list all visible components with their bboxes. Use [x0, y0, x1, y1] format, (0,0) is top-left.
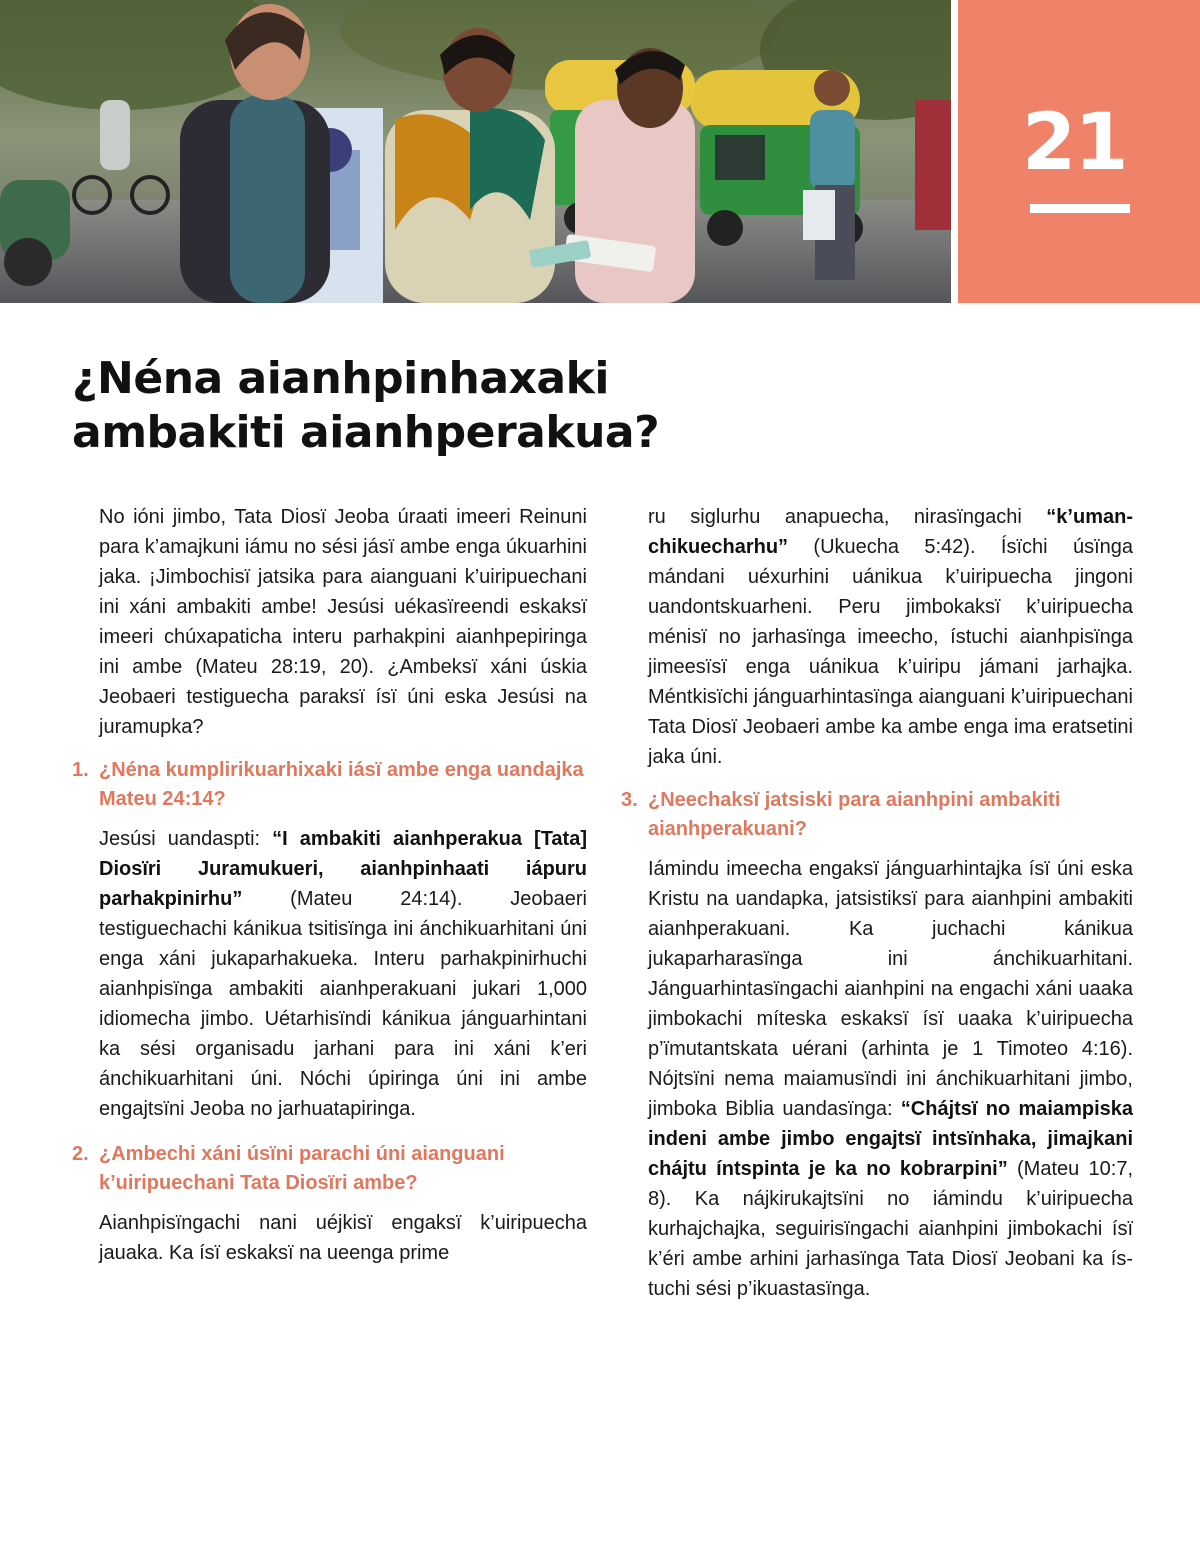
question-3 [621, 786, 1133, 844]
question-3-number: 3. [621, 789, 638, 811]
lesson-title-line-2: ambakiti aianhperakua? [72, 407, 660, 458]
chapter-underline [1030, 204, 1130, 213]
question-2-number: 2. [72, 1143, 89, 1165]
answer-1-paragraph: Jesúsi uandaspti: “I ambakiti aianhperakua [Tata] Diosïri Juramukueri, aianhpinhaati iápuru parhakpinirhu” (Mateu 24:14). Jeobaeri testiguechachi kánikua tsitisïnga ini ánchikuarhitani úni enga xáni jukaparhakueka. Interu parhakpinirhuchi aianhpisïnga ambakiti aianhperakuani jukari 1,000 idiomecha jimbo. Uétarhisïndi kánikua jánguarhintani ka sési organisadu jarhani para ini xáni k’eri ánchikuarhitani úni. Nóchi úpiringa úni ini ambe engajtsïni Jeoba no jarhuatapiringa. [99, 828, 587, 1120]
question-2-text: ¿Ambechi xáni úsïni parachi úni aianguani k’uiripuechani Tata Diosïri ambe? [99, 1143, 505, 1194]
answer-2-quote: “k’umanchikuecharhu” [648, 506, 1133, 558]
answer-3-quote: “Chájtsï no maiampiska indeni ambe jimbo engajtsï intsïnhaka, jimajkani chájtu íntspinta je ka no kobrarpini” [648, 1098, 1133, 1180]
answer-1-quote: “I ambakiti aianhperakua [Tata] Diosïri Juramukueri, aianhpinhaati iápuru parhakpinirhu” [99, 828, 587, 910]
question-3-text: ¿Neechaksï jatsiski para aianhpini ambakiti aianhperakuani? [648, 789, 1061, 840]
right-column [621, 502, 1133, 1304]
answer-2-paragraph-start [72, 1208, 587, 1268]
chapter-number: 21 [1022, 98, 1127, 188]
lesson-title-line-1: ¿Néna aianhpinhaxaki [72, 353, 609, 404]
intro-paragraph: No ióni jimbo, Tata Diosï Jeoba úraati imeeri Reinuni para k’amajkuni iámu no sési jásï ambe enga úkuarhini jaka. ¡Jimbochisï jatsika para aianguani k’uiripuechani ini xáni ambakiti ambe! Jesúsi uékasïreendi eskaksï imeeri chúxapaticha interu parhakpini aianhpepiringa ini ambe (Mateu 28:19, 20). ¿Ambeksï xáni úskia Jeobaeri testiguecha paraksï ísï úni eska Jesúsi na juramupka? [99, 506, 587, 738]
answer-2-text-part-3: (Ukuecha 5:42). Ísïchi úsïnga mándani uéxurhini uánikua k’uiripuecha jingoni uandontskuarheni. Peru jimbokaksï k’uiripuecha ménisï no jarhasïnga imeecho, ístuchi aianhpisïnga jimeesïsï enga uánikua k’uiripu jámani jarhajka. Méntkisïchi jánguarhintasïnga aianguani k’uiripuechani Tata Diosï Jeobaeri ambe ka ambe enga ima eratsetini jaka úni. [648, 536, 1133, 768]
question-1 [72, 756, 587, 814]
left-column [72, 502, 587, 1268]
question-2 [72, 1140, 587, 1198]
lesson-title [72, 352, 1132, 460]
answer-2-text-part-1: Aianhpisïngachi nani uéjkisï engaksï k’uiripuecha jauaka. Ka ísï eskaksï na ueenga prime [99, 1212, 587, 1264]
answer-2-text-part-2: ru siglurhu anapuecha, nirasïngachi [648, 506, 1047, 528]
chapter-number-block [958, 0, 1200, 303]
question-1-number: 1. [72, 759, 89, 781]
question-1-text: ¿Néna kumplirikuarhixaki iásï ambe enga uandajka Mateu 24:14? [99, 759, 584, 810]
answer-2-paragraph-continued [621, 502, 1133, 772]
answer-3-paragraph: Iámindu imeecha engaksï jánguarhintajka ísï úni eska Kristu na uandapka, jatsistiksï para aianhpini ambakiti aianhperakuani. Ka juchachi kánikua jukaparharasïnga ini ánchikuarhitani. Jánguarhintasïngachi aianhpini na engachi xáni uaaka jimbokachi míteska eskaksï ísï uaaka k’uiripuecha p’ïmutantskata uérani (arhinta je 1 Timoteo 4:16). Nójtsïni nema maiamusïndi ini ánchikuarhitani jimbo, jimboka Biblia uandasïnga: “Chájtsï no maiampiska indeni ambe jimbo engajtsï intsïnhaka, jimajkani chájtu íntspinta je ka no kobrarpini” (Mateu 10:7, 8). Ka nájkirukajtsïni no iámindu k’uiripuecha kurhajchajka, seguirisïngachi aianhpini jimbokachi ísï k’éri ambe arhini jarhasïnga Tata Diosï Jeobani ka ístuchi sési p’ikuastasïnga. [648, 858, 1134, 1300]
header-photo [0, 0, 951, 303]
street-scene-illustration [0, 0, 951, 303]
